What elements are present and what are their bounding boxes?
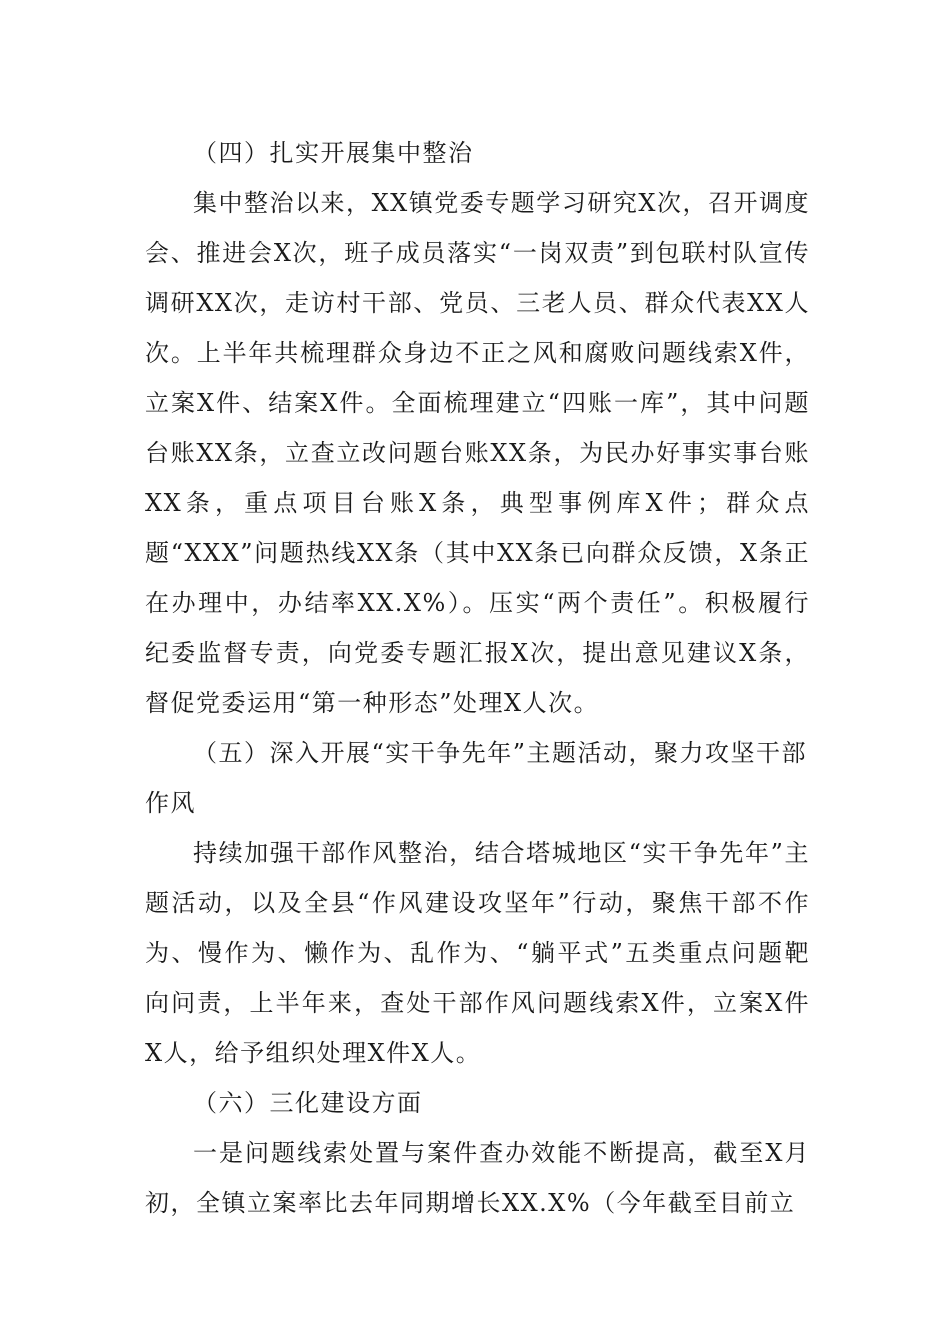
section-paragraph-5: 持续加强干部作风整治，结合塔城地区“实干争先年”主题活动，以及全县“作风建设攻坚年”行动，聚焦干部不作为、慢作为、懒作为、乱作为、“躺平式”五类重点问题靶向问责，上半年来，查处干部作风问题线索X件，立案X件X人，给予组织处理X件X人。 xyxy=(145,839,810,1067)
section-paragraph-4: 集中整治以来，XX镇党委专题学习研究X次，召开调度会、推进会X次，班子成员落实“一岗双责”到包联村队宣传调研XX次，走访村干部、党员、三老人员、群众代表XX人次。上半年共梳理群众身边不正之风和腐败问题线索X件，立案X件、结案X件。全面梳理建立“四账一库”，其中问题台账XX条，立查立改问题台账XX条，为民办好事实事台账XX条，重点项目台账X条，典型事例库X件；群众点题“XXX”问题热线XX条（其中XX条已向群众反馈，X条正在办理中，办结率XX.X%）。压实“两个责任”。积极履行纪委监督专责，向党委专题汇报X次，提出意见建议X条，督促党委运用“第一种形态”处理X人次。 xyxy=(145,189,810,717)
section-paragraph-6: 一是问题线索处置与案件查办效能不断提高，截至X月初，全镇立案率比去年同期增长XX.X%（今年截至目前立 xyxy=(145,1139,810,1217)
section-heading-5: （五）深入开展“实干争先年”主题活动，聚力攻坚干部作风 xyxy=(145,739,808,817)
section-heading-6: （六）三化建设方面 xyxy=(193,1089,423,1117)
section-heading-4: （四）扎实开展集中整治 xyxy=(193,139,474,167)
document-body xyxy=(145,128,810,1228)
